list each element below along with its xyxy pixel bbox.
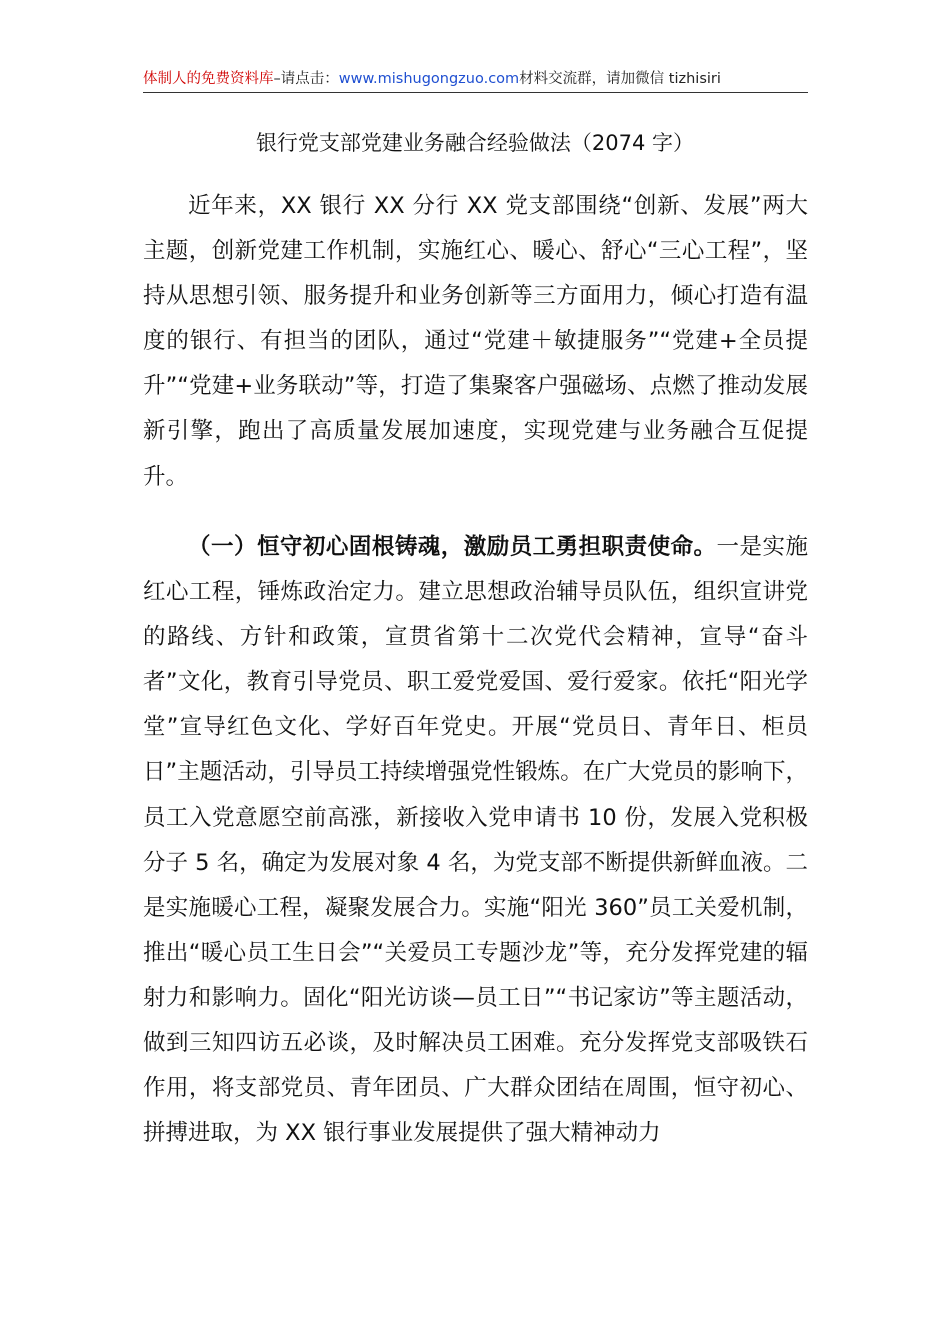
paragraph-section-1 bbox=[143, 525, 808, 1156]
header-website-link[interactable]: www.mishugongzuo.com bbox=[338, 71, 520, 87]
paragraph-intro: 近年来，XX 银行 XX 分行 XX 党支部围绕“创新、发展”两大主题，创新党建工作机制，实施红心、暖心、舒心“三心工程”，坚持从思想引领、服务提升和业务创新等三方面用力，倾心打造有温度的银行、有担当的团队，通过“党建＋敏捷服务”“党建+全员提升”“党建+业务联动”等，打造了集聚客户强磁场、点燃了推动发展新引擎，跑出了高质量发展加速度，实现党建与业务融合互促提升。 bbox=[143, 193, 808, 490]
header-brand: 体制人的免费资料库 bbox=[143, 71, 274, 87]
page-header bbox=[143, 66, 808, 93]
header-suffix: 材料交流群，请加微信 tizhisiri bbox=[519, 71, 721, 87]
document-title: 银行党支部党建业务融合经验做法（2074 字） bbox=[255, 131, 695, 155]
section-heading: （一）恒守初心固根铸魂，激励员工勇担职责使命。 bbox=[188, 534, 717, 560]
section-body: 一是实施红心工程，锤炼政治定力。建立思想政治辅导员队伍，组织宣讲党的路线、方针和政策，宣贯省第十二次党代会精神，宣导“奋斗者”文化，教育引导党员、职工爱党爱国、爱行爱家。依托“阳光学堂”宣导红色文化、学好百年党史。开展“党员日、青年日、柜员日”主题活动，引导员工持续增强党性锻炼。在广大党员的影响下，员工入党意愿空前高涨，新接收入党申请书 10 份，发展入党积极分子 5 名，确定为发展对象 4 名，为党支部不断提供新鲜血液。二是实施暖心工程，凝聚发展合力。实施“阳光 360”员工关爱机制，推出“暖心员工生日会”“关爱员工专题沙龙”等，充分发挥党建的辐射力和影响力。固化“阳光访谈—员工日”“书记家访”等主题活动，做到三知四访五必谈，及时解决员工困难。充分发挥党支部吸铁石作用，将支部党员、青年团员、广大群众团结在周围，恒守初心、拼搏进取，为 XX 银行事业发展提供了强大精神动力 bbox=[143, 534, 808, 1147]
header-prompt: –请点击： bbox=[273, 71, 339, 87]
